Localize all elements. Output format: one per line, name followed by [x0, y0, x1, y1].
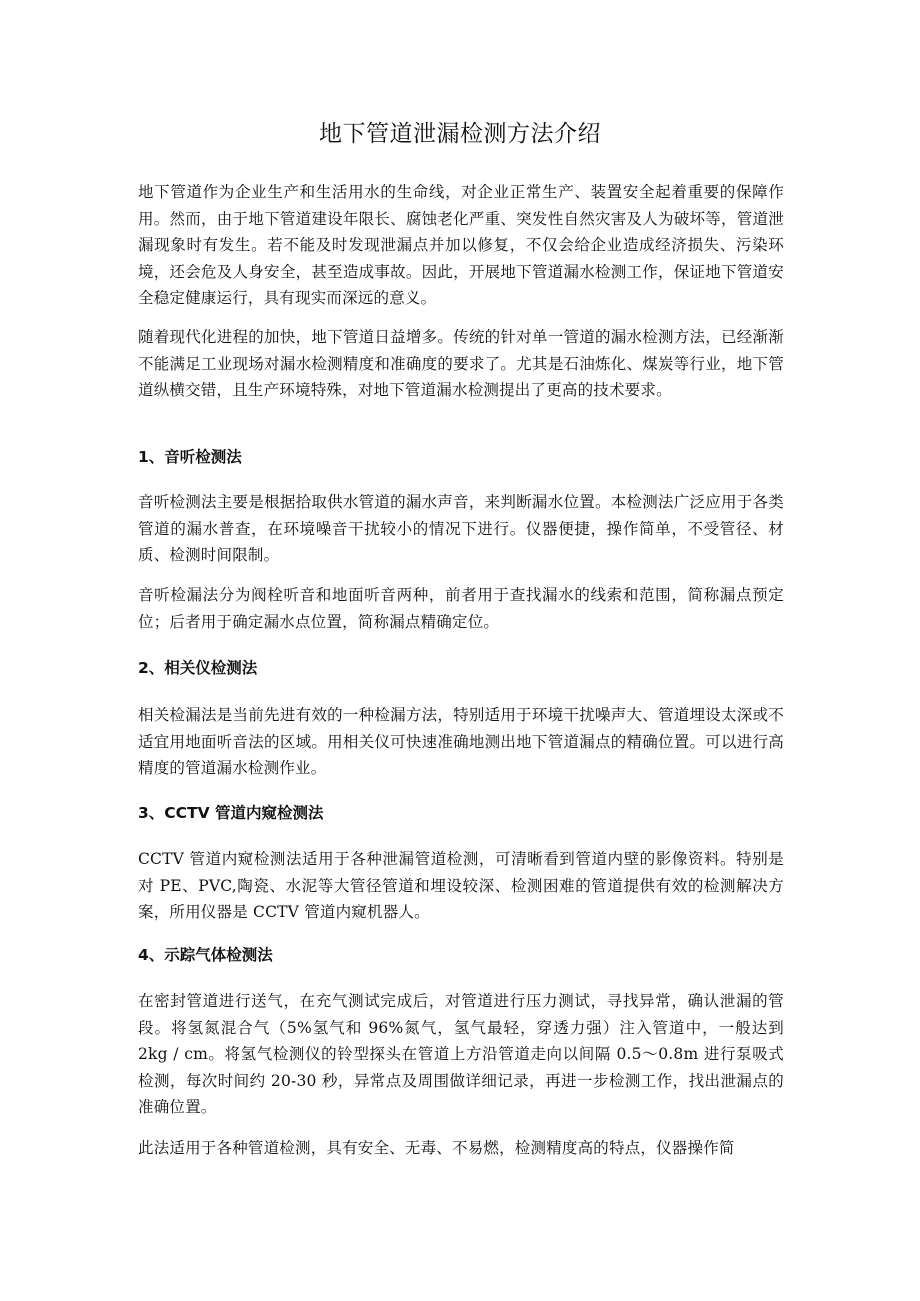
section-heading-tracer-gas: 4、示踪气体检测法 — [138, 946, 273, 964]
section-heading-correlator: 2、相关仪检测法 — [138, 659, 258, 677]
page-title: 地下管道泄漏检测方法介绍 — [319, 121, 601, 147]
intro-paragraph-1: 地下管道作为企业生产和生活用水的生命线，对企业正常生产、装置安全起着重要的保障作用。然而，由于地下管道建设年限长、腐蚀老化严重、突发性自然灾害及人为破坏等，管道泄漏现象时有发生。若不能及时发现泄漏点并加以修复，不仅会给企业造成经济损失、污染环境，还会危及人身安全，甚至造成事故。因此，开展地下管道漏水检测工作，保证地下管道安全稳定健康运行，具有现实而深远的意义。 — [138, 183, 784, 307]
section-heading-cctv: 3、CCTV 管道内窥检测法 — [138, 804, 324, 822]
tracer-gas-paragraph-1: 在密封管道进行送气，在充气测试完成后，对管道进行压力测试，寻找异常，确认泄漏的管段。将氢氮混合气（5%氢气和 96%氮气，氢气最轻，穿透力强）注入管道中，一般达到 2kg / cm。将氢气检测仪的铃型探头在管道上方沿管道走向以间隔 0.5～0.8m 进行泵吸式检测，每次时间约 20-30 秒，异常点及周围做详细记录，再进一步检测工作，找出泄漏点的准确位置。 — [138, 992, 784, 1116]
tracer-gas-paragraph-2: 此法适用于各种管道检测，具有安全、无毒、不易燃，检测精度高的特点，仪器操作简 — [138, 1139, 735, 1157]
acoustic-paragraph-1: 音听检测法主要是根据拾取供水管道的漏水声音，来判断漏水位置。本检测法广泛应用于各类管道的漏水普查，在环境噪音干扰较小的情况下进行。仪器便捷，操作简单，不受管径、材质、检测时间限制。 — [138, 493, 784, 564]
section-heading-acoustic: 1、音听检测法 — [138, 448, 242, 466]
correlator-paragraph: 相关检漏法是当前先进有效的一种检漏方法，特别适用于环境干扰噪声大、管道埋设太深或不适宜用地面听音法的区域。用相关仪可快速准确地测出地下管道漏点的精确位置。可以进行高精度的管道漏水检测作业。 — [138, 706, 784, 777]
acoustic-paragraph-2: 音听检漏法分为阀栓听音和地面听音两种，前者用于查找漏水的线索和范围，简称漏点预定位；后者用于确定漏水点位置，简称漏点精确定位。 — [138, 586, 784, 631]
cctv-paragraph: CCTV 管道内窥检测法适用于各种泄漏管道检测，可清晰看到管道内壁的影像资料。特别是对 PE、PVC,陶瓷、水泥等大管径管道和埋设较深、检测困难的管道提供有效的检测解决方案，所用仪器是 CCTV 管道内窥机器人。 — [138, 850, 784, 921]
intro-paragraph-2: 随着现代化进程的加快，地下管道日益增多。传统的针对单一管道的漏水检测方法，已经渐渐不能满足工业现场对漏水检测精度和准确度的要求了。尤其是石油炼化、煤炭等行业，地下管道纵横交错，且生产环境特殊，对地下管道漏水检测提出了更高的技术要求。 — [138, 328, 784, 399]
